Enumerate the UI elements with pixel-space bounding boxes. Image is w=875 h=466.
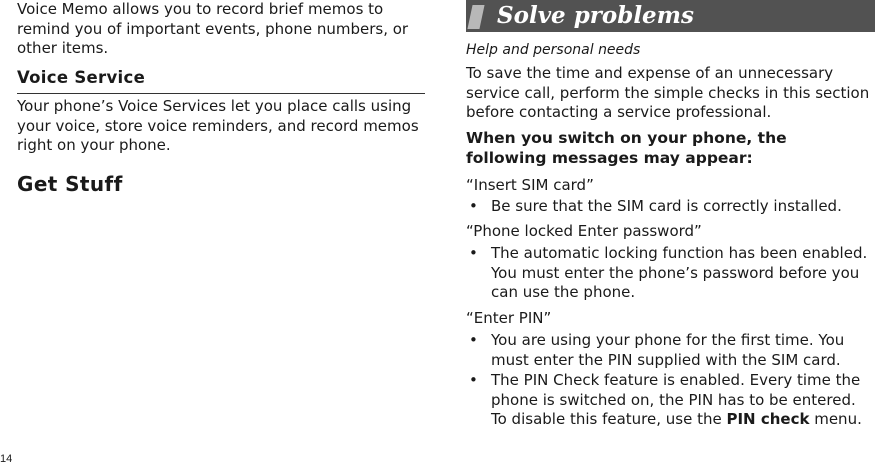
bullet-text: The automatic locking function has been enabled. You must enter the phone’s password before you can use the phone.	[491, 244, 868, 301]
bullet-text: You are using your phone for the first time. You must enter the PIN supplied with the SIM card.	[491, 331, 845, 369]
pin-check-text-before: The PIN Check feature is enabled. Every time the phone is switched on, the PIN has to be entered. To disable this feature, use the	[491, 371, 861, 428]
pin-check-menu-name: PIN check	[726, 410, 810, 428]
voice-memo-paragraph: Voice Memo allows you to record brief memos to remind you of important events, phone numbers, or other items.	[17, 0, 409, 57]
banner-tab-decoration	[467, 5, 484, 29]
page-number: 14	[0, 453, 13, 465]
section-subtitle: Help and personal needs	[466, 42, 641, 58]
solve-intro-paragraph: To save the time and expense of an unnecessary service call, perform the simple checks in this section before contacting a service professional.	[466, 64, 870, 121]
message-phone-locked: “Phone locked Enter password”	[466, 222, 702, 240]
bullet-icon: •	[469, 197, 478, 215]
bullet-text	[491, 371, 873, 430]
section-banner	[466, 0, 875, 32]
pin-check-text-after: menu.	[809, 410, 862, 428]
bullet-text: Be sure that the SIM card is correctly installed.	[491, 197, 842, 215]
voice-service-heading: Voice Service	[17, 68, 146, 87]
messages-lead: When you switch on your phone, the following messages may appear:	[466, 129, 787, 167]
voice-service-rule	[17, 93, 425, 94]
bullet-icon: •	[469, 331, 478, 349]
message-insert-sim: “Insert SIM card”	[466, 176, 594, 194]
voice-service-paragraph: Your phone’s Voice Services let you place calls using your voice, store voice reminders, and record memos right on your phone.	[17, 97, 419, 154]
bullet-icon: •	[469, 244, 478, 262]
banner-title: Solve problems	[497, 2, 694, 29]
get-stuff-heading: Get Stuff	[17, 172, 123, 196]
message-enter-pin: “Enter PIN”	[466, 309, 552, 327]
bullet-icon: •	[469, 371, 478, 389]
